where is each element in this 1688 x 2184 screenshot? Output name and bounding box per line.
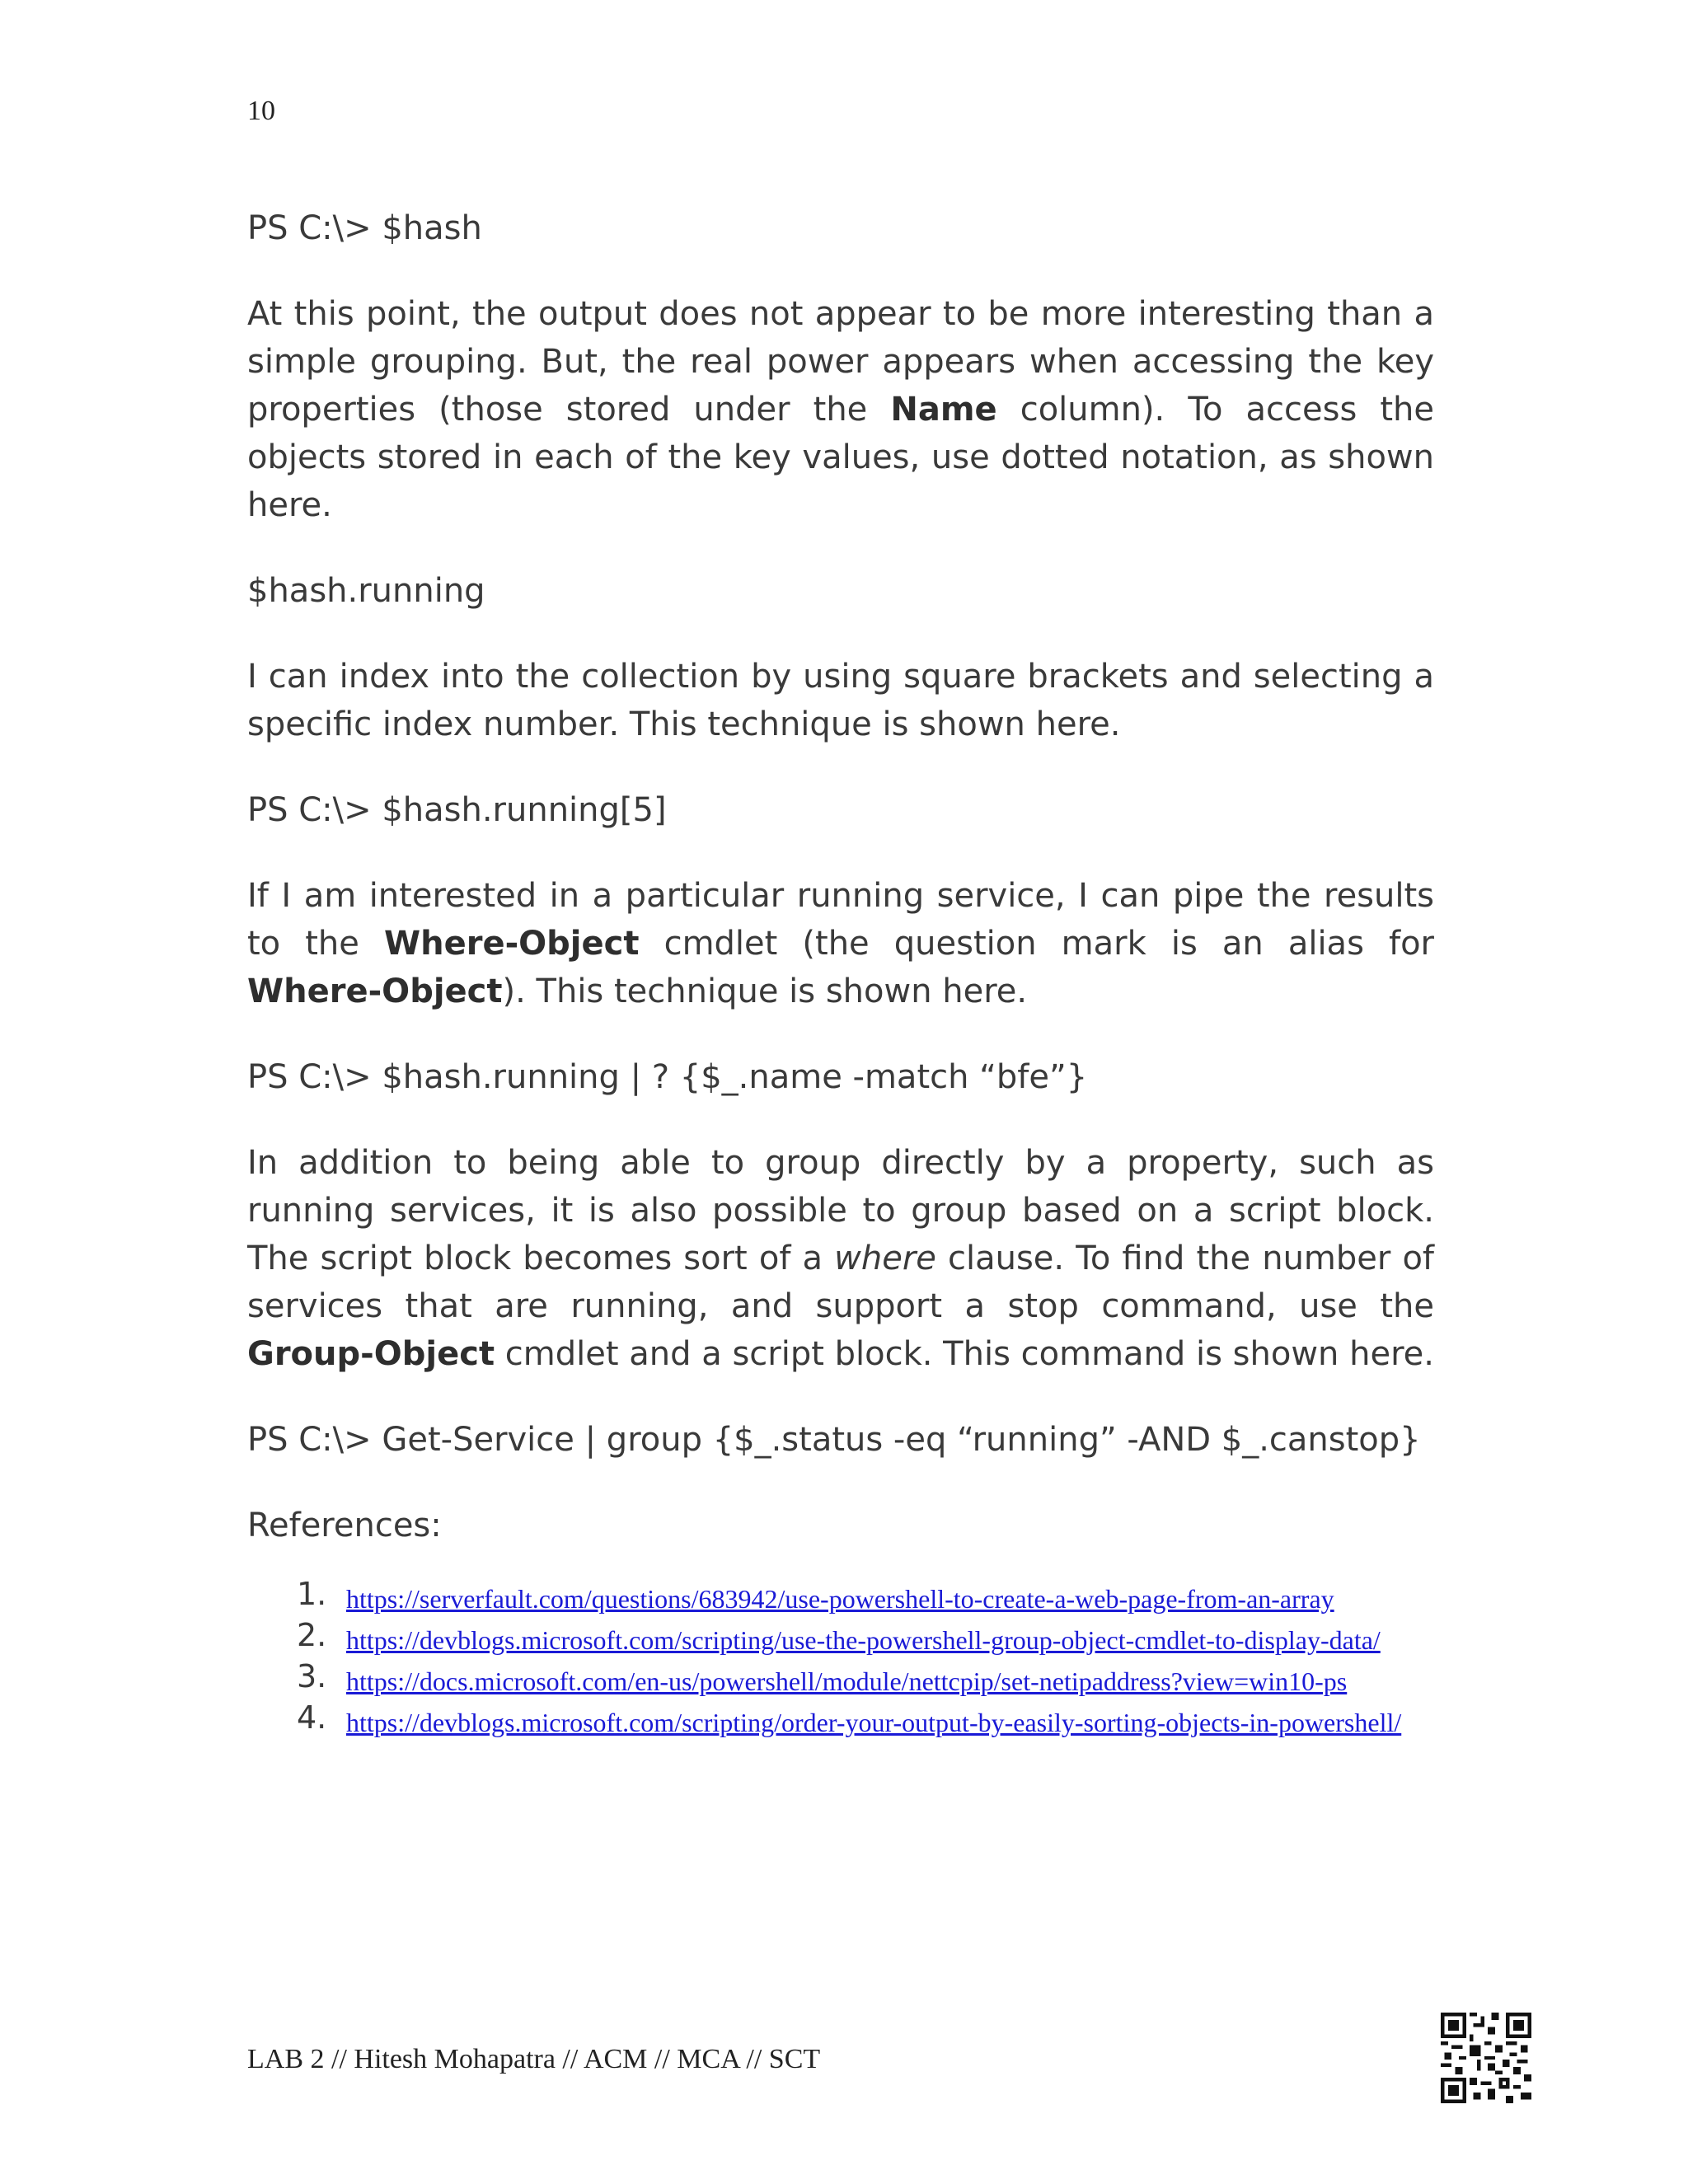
code-line-hash-running: $hash.running: [247, 572, 485, 610]
reference-link[interactable]: https://docs.microsoft.com/en-us/powershell/module/nettcpip/set-netipaddress?view=win10-ps: [346, 1666, 1348, 1696]
reference-item: [247, 1576, 1434, 1615]
code-line-group: PS C:\> Get-Service | group {$_.status -eq “running” -AND $_.canstop}: [247, 1421, 1421, 1459]
page-content: [247, 204, 1434, 1747]
reference-item: [247, 1658, 1434, 1698]
reference-link[interactable]: https://serverfault.com/questions/683942/use-powershell-to-create-a-web-page-from-an-array: [346, 1584, 1334, 1614]
code-line-hash-index: PS C:\> $hash.running[5]: [247, 791, 667, 829]
text-run: At this point, the output does not appear to be more interesting than a simple grouping. But, the real power appears when accessing the key properties (those stored under the: [247, 295, 1434, 429]
reference-item: [247, 1617, 1434, 1657]
text-run: cmdlet (the question mark is an alias for: [639, 925, 1434, 963]
text-run: clause. To find the number of services that are running, and support a stop command, use the: [247, 1240, 1435, 1325]
bold-where-object: Where-Object: [383, 925, 640, 963]
paragraph-script-block: [247, 1139, 1434, 1378]
reference-number: 2.: [297, 1617, 327, 1653]
code-line-hash: PS C:\> $hash: [247, 209, 482, 247]
bold-name: Name: [890, 391, 997, 429]
references-heading: References:: [247, 1507, 442, 1544]
paragraph-where-object: [247, 872, 1434, 1015]
text-run: column). To access the objects stored in each of the key values, use dotted notation, as shown here.: [247, 391, 1434, 524]
code-line-where-filter: PS C:\> $hash.running | ? {$_.name -match “bfe”}: [247, 1058, 1088, 1096]
reference-link[interactable]: https://devblogs.microsoft.com/scripting/order-your-output-by-easily-sorting-objects-in-powershell/: [346, 1708, 1402, 1737]
text-run: If I am interested in a particular running service, I can pipe the results to the: [247, 877, 1434, 963]
text-run: In addition to being able to group directly by a property, such as running services, it is also possible to group based on a script block. The script block becomes sort of a: [247, 1144, 1434, 1277]
bold-group-object: Group-Object: [247, 1335, 495, 1373]
paragraph-index: I can index into the collection by using square brackets and selecting a specific index number. This technique is shown here.: [247, 658, 1434, 743]
qr-code-icon: [1441, 2013, 1531, 2103]
references-list: [247, 1576, 1434, 1739]
bold-where-object: Where-Object: [247, 972, 503, 1010]
page-number: 10: [247, 96, 275, 126]
reference-number: 4.: [297, 1699, 327, 1736]
text-run: cmdlet and a script block. This command is shown here.: [495, 1335, 1434, 1373]
footer-text: LAB 2 // Hitesh Mohapatra // ACM // MCA // SCT: [247, 2044, 821, 2074]
paragraph-output-grouping: [247, 290, 1434, 529]
reference-item: [247, 1699, 1434, 1739]
reference-link[interactable]: https://devblogs.microsoft.com/scripting/use-the-powershell-group-object-cmdlet-to-display-data/: [346, 1625, 1381, 1655]
text-run: ). This technique is shown here.: [502, 972, 1028, 1010]
italic-where: where: [834, 1240, 936, 1277]
reference-number: 1.: [297, 1576, 327, 1612]
reference-number: 3.: [297, 1658, 327, 1694]
